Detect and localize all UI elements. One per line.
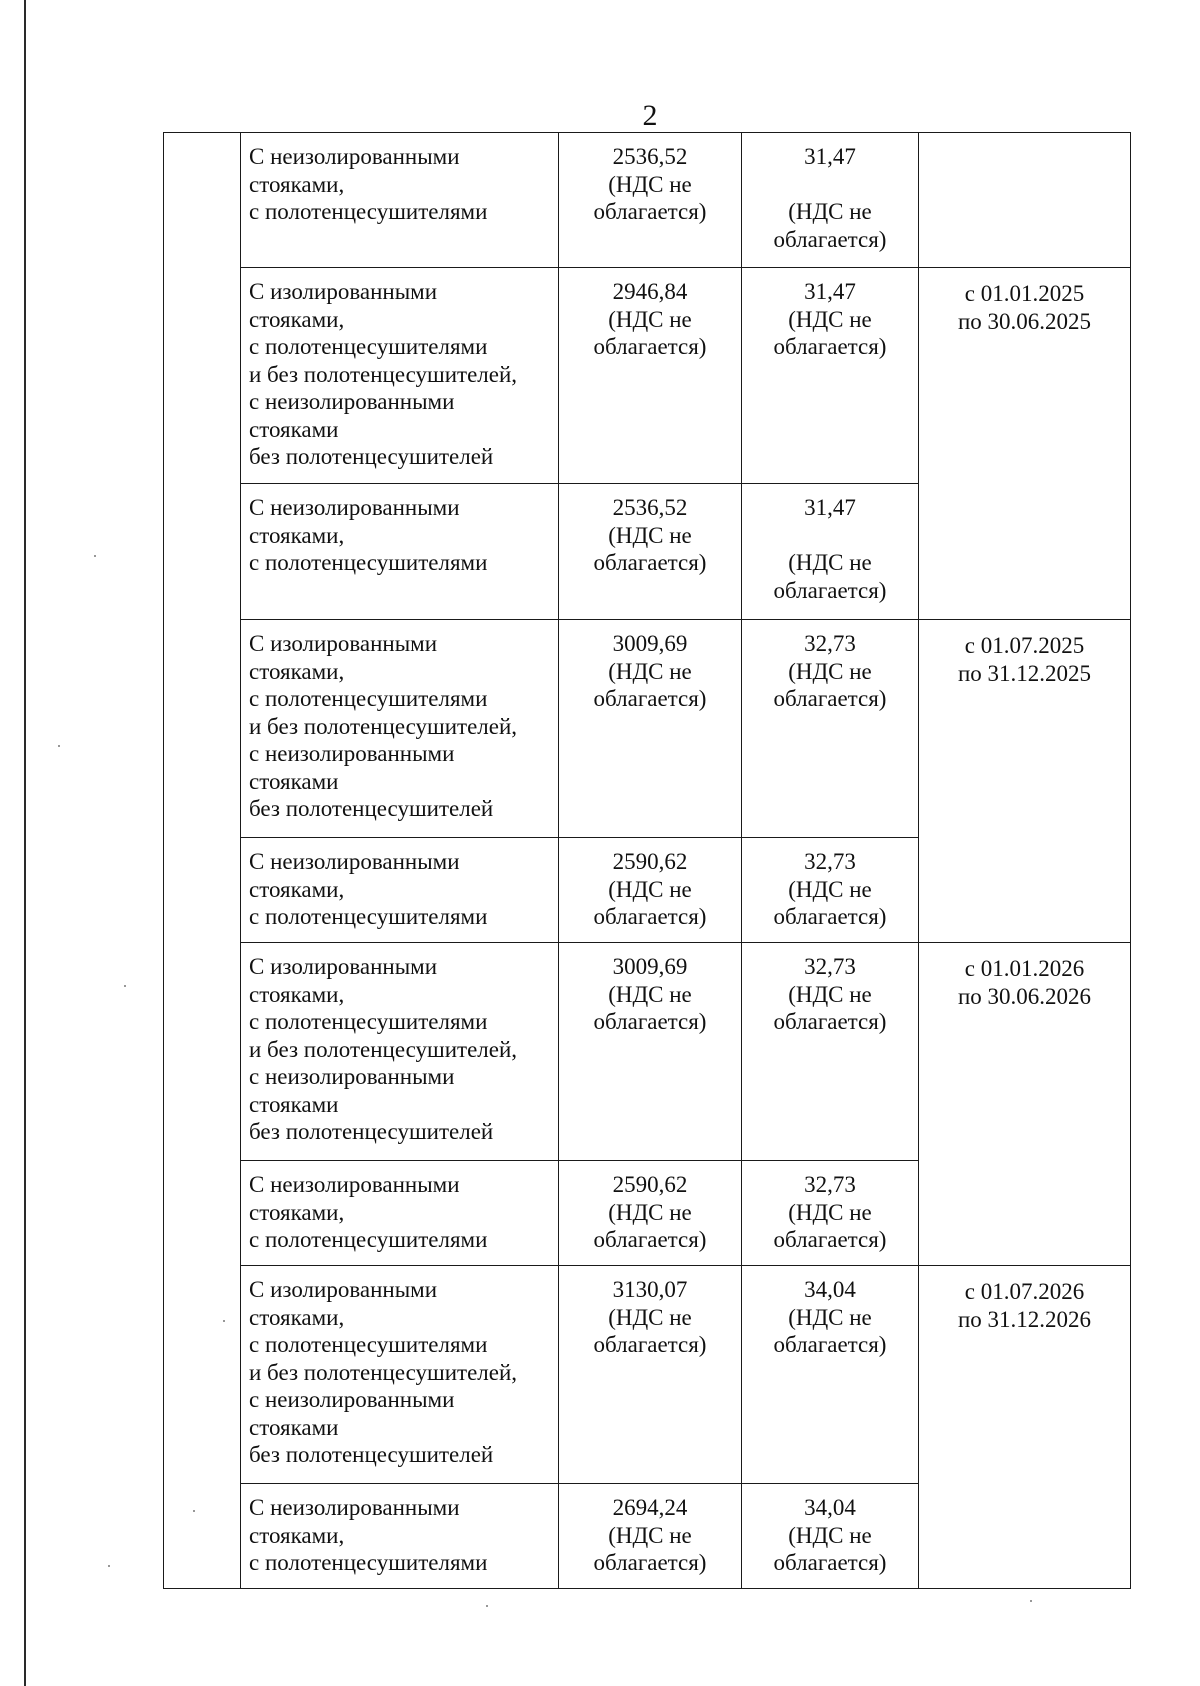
price-line: 2536,52 [612,144,688,169]
description-line: С неизолированными [249,144,460,169]
description-line: без полотенцесушителей [249,1442,494,1467]
price-line: (НДС не [608,1199,692,1225]
period-cell [919,943,1131,1266]
price-line: облагается) [593,686,707,711]
row-number-cell [164,133,241,1589]
rate-line: (НДС не [788,1199,872,1225]
table-row [164,1266,1131,1484]
price-cell [559,838,742,943]
price-line: облагается) [593,334,707,359]
price-line: 2590,62 [612,849,688,874]
description-cell [241,1484,559,1589]
period-to: по 30.06.2026 [957,983,1092,1009]
price-line: 2694,24 [612,1495,688,1520]
scan-speck [124,985,126,987]
rate-cell [742,1161,919,1266]
rate-line: (НДС не [788,876,872,902]
price-line: 3009,69 [612,954,688,979]
price-cell [559,268,742,484]
rate-cell [742,484,919,620]
period-to: по 31.12.2026 [957,1306,1092,1332]
rate-line: облагается) [773,904,887,929]
price-line: (НДС не [608,522,692,548]
rate-line: 31,47 [804,144,856,169]
description-line: с полотенцесушителями [249,686,488,711]
rate-line: облагается) [773,1227,887,1252]
description-line: с полотенцесушителями [249,1009,488,1034]
description-line: с полотенцесушителями [249,334,488,359]
rate-cell [742,838,919,943]
price-cell [559,484,742,620]
description-line: с полотенцесушителями [249,1227,488,1252]
description-line: С изолированными [249,1277,438,1302]
description-line: С неизолированными [249,849,460,874]
price-line: (НДС не [608,658,692,684]
period-from: с 01.01.2026 [964,956,1085,981]
period-to: по 31.12.2025 [957,660,1092,686]
rate-line: облагается) [773,226,887,252]
price-cell [559,943,742,1161]
table-row [164,620,1131,838]
description-line: С изолированными [249,631,438,656]
description-line: с полотенцесушителями [249,199,488,224]
description-cell [241,1266,559,1484]
description-line: стояками, [249,1304,345,1330]
description-line: стояками, [249,306,345,332]
period-cell [919,620,1131,943]
price-line: (НДС не [608,1522,692,1548]
rate-cell [742,620,919,838]
rate-line: облагается) [773,334,887,359]
price-line: облагается) [593,1009,707,1034]
rate-cell [742,133,919,268]
description-line: с полотенцесушителями [249,550,488,575]
price-line: облагается) [593,1227,707,1252]
rate-line: облагается) [773,577,887,603]
price-cell [559,133,742,268]
rate-cell [742,1266,919,1484]
rate-cell [742,943,919,1161]
rate-line: (НДС не [788,981,872,1007]
description-line: С изолированными [249,279,438,304]
description-line: с полотенцесушителями [249,1332,488,1357]
description-cell [241,1161,559,1266]
rate-line: облагается) [773,686,887,711]
rate-cell [742,268,919,484]
description-line: с неизолированными [249,1064,455,1089]
period-from: с 01.07.2026 [964,1279,1085,1304]
line-gap [748,522,912,550]
scan-speck [193,1510,195,1512]
price-line: облагается) [593,199,707,224]
price-cell [559,1266,742,1484]
price-line: 3009,69 [612,631,688,656]
description-cell [241,484,559,620]
rate-cell [742,1484,919,1589]
scan-edge-line [24,0,26,1686]
description-line: стояками, [249,1522,345,1548]
price-line: (НДС не [608,1304,692,1330]
rate-line: 32,73 [804,1172,856,1197]
price-line: 3130,07 [612,1277,688,1302]
description-line: с неизолированными [249,389,455,414]
line-gap [748,171,912,199]
page-number: 2 [642,99,658,132]
description-line: без полотенцесушителей [249,1119,494,1144]
price-cell [559,1161,742,1266]
description-line: стояками, [249,658,345,684]
price-line: облагается) [593,1332,707,1357]
description-line: с полотенцесушителями [249,904,488,929]
rate-line: облагается) [773,1009,887,1034]
description-line: и без полотенцесушителей, [249,1359,518,1385]
description-cell [241,268,559,484]
price-line: 2590,62 [612,1172,688,1197]
description-line: с неизолированными [249,1387,455,1412]
rate-line: 31,47 [804,495,856,520]
description-line: стояками, [249,981,345,1007]
price-cell [559,620,742,838]
period-cell [919,268,1131,620]
rate-line: 32,73 [804,849,856,874]
description-line: без полотенцесушителей [249,796,494,821]
scan-speck [58,745,60,747]
description-line: С неизолированными [249,1495,460,1520]
period-cell [919,1266,1131,1589]
scan-speck [94,555,96,557]
rate-line: (НДС не [788,658,872,684]
price-line: облагается) [593,550,707,575]
description-line: С неизолированными [249,1172,460,1197]
rate-line: (НДС не [788,1522,872,1548]
description-line: стояками [249,1414,339,1440]
description-line: стояками, [249,876,345,902]
price-line: (НДС не [608,171,692,197]
description-line: С неизолированными [249,495,460,520]
description-line: стояками, [249,171,345,197]
rate-line: (НДС не [788,550,872,575]
description-line: стояками, [249,522,345,548]
description-line: стояками [249,768,339,794]
description-line: С изолированными [249,954,438,979]
description-cell [241,133,559,268]
rate-line: (НДС не [788,306,872,332]
period-from: с 01.01.2025 [964,281,1085,306]
table-row [164,268,1131,484]
price-line: 2536,52 [612,495,688,520]
rate-line: облагается) [773,1332,887,1357]
price-line: 2946,84 [612,279,688,304]
rate-line: 34,04 [804,1277,856,1302]
table-row [164,943,1131,1161]
description-cell [241,620,559,838]
rate-line: 32,73 [804,954,856,979]
scan-speck [108,1565,110,1567]
description-line: стояками [249,1091,339,1117]
price-line: облагается) [593,904,707,929]
rate-line: (НДС не [788,1304,872,1330]
description-line: стояками, [249,1199,345,1225]
rate-line: 32,73 [804,631,856,656]
description-line: и без полотенцесушителей, [249,1036,518,1062]
tariff-table [163,132,1131,1589]
description-line: стояками [249,416,339,442]
description-line: без полотенцесушителей [249,444,494,469]
price-line: (НДС не [608,306,692,332]
scan-speck [486,1605,488,1607]
description-line: и без полотенцесушителей, [249,713,518,739]
price-line: (НДС не [608,876,692,902]
period-from: с 01.07.2025 [964,633,1085,658]
rate-line: (НДС не [788,199,872,224]
scan-speck [223,1320,225,1322]
price-line: облагается) [593,1550,707,1575]
scan-speck [1030,1600,1032,1602]
description-line: и без полотенцесушителей, [249,361,518,387]
description-cell [241,943,559,1161]
period-to: по 30.06.2025 [957,308,1092,334]
rate-line: облагается) [773,1550,887,1575]
description-line: с полотенцесушителями [249,1550,488,1575]
rate-line: 34,04 [804,1495,856,1520]
description-line: с неизолированными [249,741,455,766]
description-cell [241,838,559,943]
table-row [164,133,1131,268]
price-cell [559,1484,742,1589]
price-line: (НДС не [608,981,692,1007]
period-cell-empty [919,133,1131,268]
rate-line: 31,47 [804,279,856,304]
